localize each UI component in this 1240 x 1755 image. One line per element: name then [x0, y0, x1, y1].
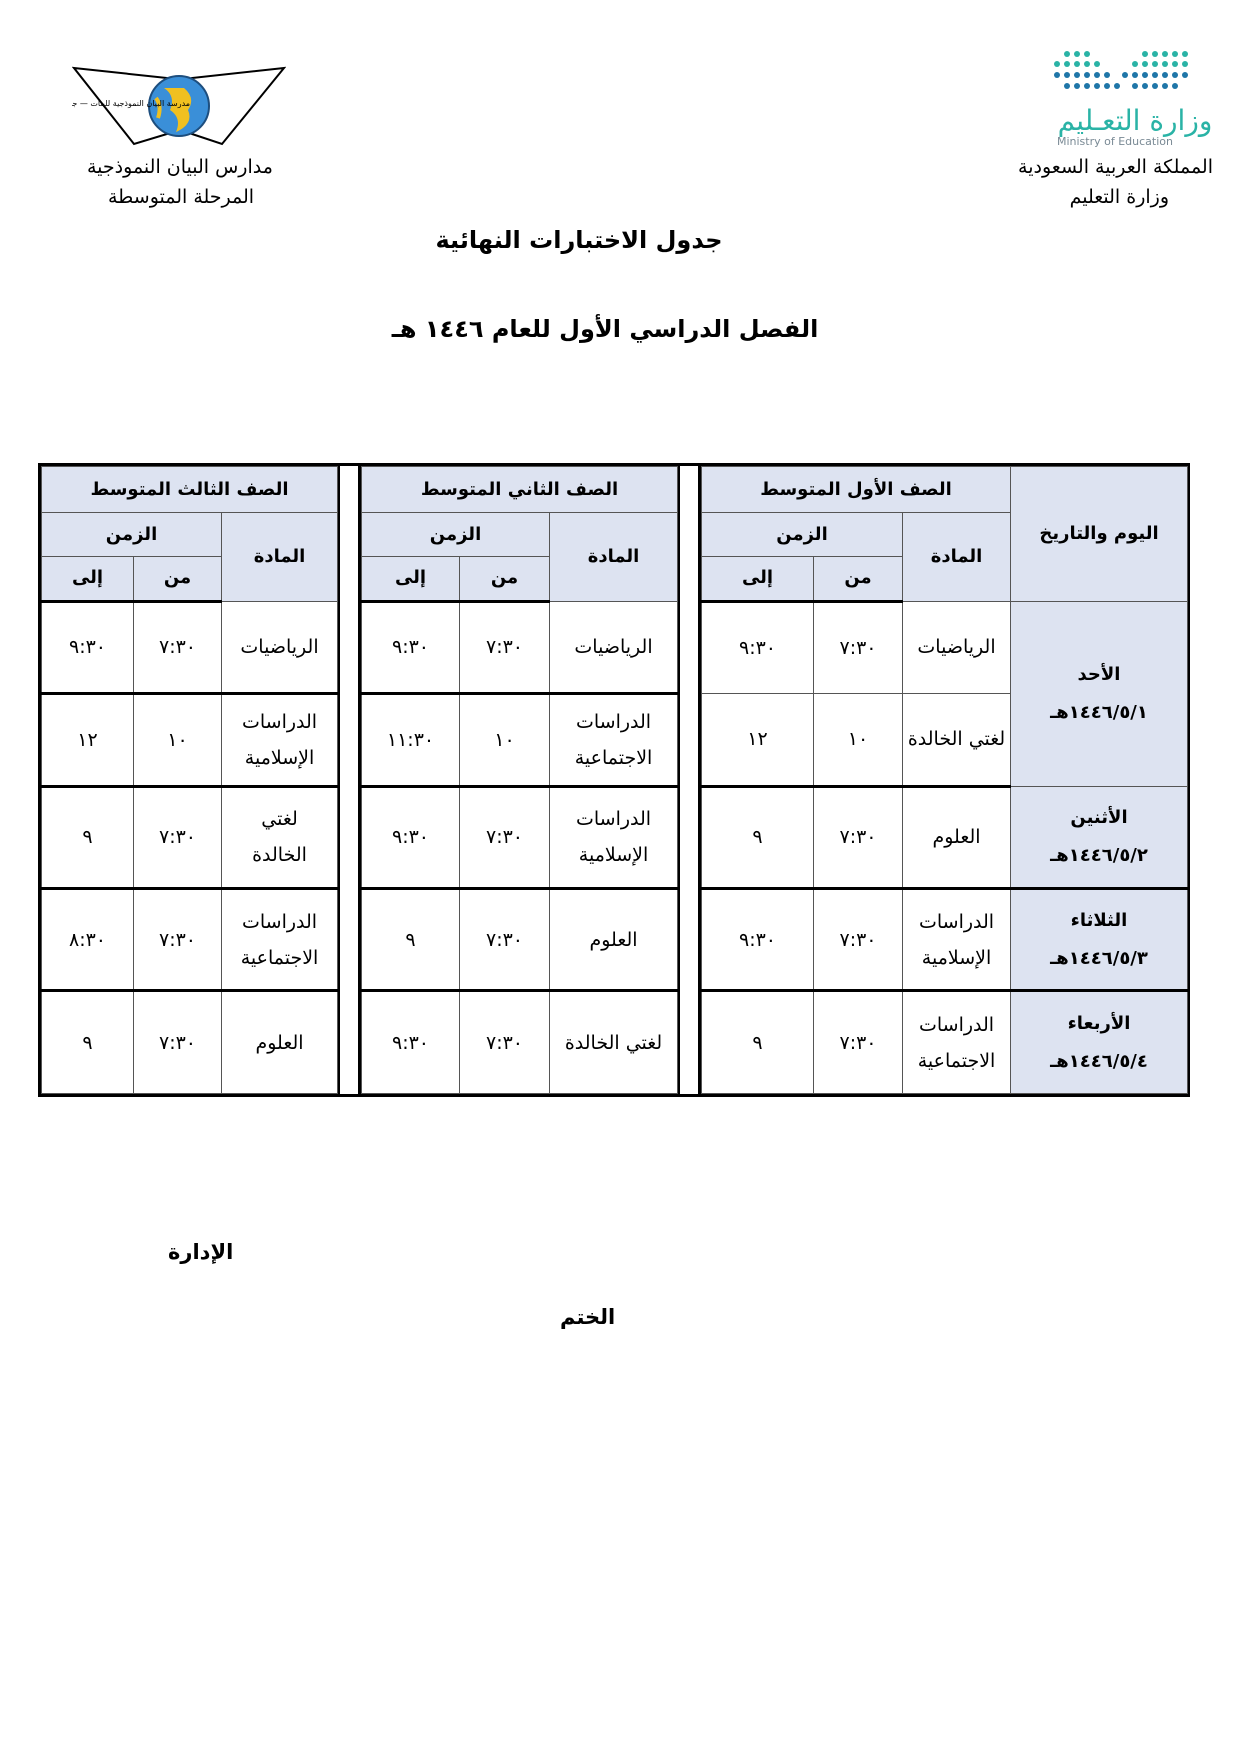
school-logo-icon [72, 66, 286, 150]
subject-cell: الرياضيات [222, 601, 338, 693]
schedule-grade1-block [698, 463, 1190, 1097]
schedule-table-grade2 [361, 466, 678, 1094]
subject-cell: العلوم [222, 991, 338, 1094]
to-cell: ٩ [702, 786, 814, 888]
from-cell: ١٠ [134, 694, 222, 786]
subject-cell: لغتي الخالدة [903, 694, 1011, 786]
seal-label: الختم [560, 1305, 616, 1329]
subject-line2: الإسلامية [921, 946, 992, 969]
subject-cell: لغتي الخالدة [550, 991, 678, 1094]
from-cell: ٧:٣٠ [460, 888, 550, 990]
subject-line1: الدراسات [241, 710, 318, 733]
day-name: الثلاثاء [1070, 909, 1128, 931]
school-stage: المرحلة المتوسطة [108, 186, 255, 208]
day-date: ١٤٤٦/٥/٣هـ [1050, 947, 1148, 969]
from-cell: ٧:٣٠ [814, 601, 903, 693]
from-cell: ٧:٣٠ [814, 888, 903, 990]
subject-cell: الرياضيات [550, 601, 678, 693]
to-cell: ١٢ [702, 694, 814, 786]
page-subtitle: الفصل الدراسي الأول للعام ١٤٤٦ هـ [391, 315, 819, 343]
to-header: إلى [362, 557, 460, 601]
from-cell: ٧:٣٠ [460, 601, 550, 693]
to-cell: ١١:٣٠ [362, 694, 460, 786]
from-cell: ٧:٣٠ [460, 991, 550, 1094]
day-date: ١٤٤٦/٥/٢هـ [1050, 844, 1148, 866]
schedule-table-grade1 [701, 466, 1188, 1094]
subject-cell: العلوم [903, 786, 1011, 888]
subject-line2: الإسلامية [578, 844, 649, 867]
from-header: من [134, 557, 222, 601]
subject-cell [222, 694, 338, 786]
day-cell [1011, 601, 1188, 786]
ministry-logo-icon [985, 48, 1215, 148]
day-cell [1011, 991, 1188, 1094]
subject-cell [550, 786, 678, 888]
subject-line2: الاجتماعية [574, 746, 653, 769]
subject-line1: الدراسات [918, 1013, 995, 1036]
from-cell: ٧:٣٠ [814, 786, 903, 888]
page-title: جدول الاختبارات النهائية [435, 226, 723, 254]
to-cell: ٩:٣٠ [362, 786, 460, 888]
to-cell: ٩ [362, 888, 460, 990]
to-cell: ٩ [702, 991, 814, 1094]
from-cell: ٧:٣٠ [134, 601, 222, 693]
subject-line1: الدراسات [918, 910, 995, 933]
day-date: ١٤٤٦/٥/٤هـ [1050, 1050, 1148, 1072]
day-name: الأحد [1077, 663, 1121, 685]
subject-cell [550, 694, 678, 786]
table-gutter [340, 463, 358, 1097]
from-cell: ٧:٣٠ [134, 786, 222, 888]
school-logo [72, 66, 286, 150]
admin-signature-label: الإدارة [168, 1240, 234, 1264]
from-header: من [460, 557, 550, 601]
subject-line2: الاجتماعية [917, 1049, 996, 1072]
from-cell: ١٠ [460, 694, 550, 786]
to-cell: ٩ [42, 991, 134, 1094]
subject-cell [222, 786, 338, 888]
school-name: مدارس البيان النموذجية [87, 156, 273, 178]
schedule-grade2-block [358, 463, 680, 1097]
school-logo-text: مدرسة البيان النموذجية للبنات — جدة [72, 99, 191, 108]
subject-cell [903, 991, 1011, 1094]
time-header: الزمن [702, 513, 903, 557]
from-cell: ١٠ [814, 694, 903, 786]
grade3-header: الصف الثالث المتوسط [42, 467, 338, 513]
day-name: الأثنين [1070, 806, 1128, 828]
to-cell: ٩ [42, 786, 134, 888]
subject-cell [222, 888, 338, 990]
kingdom-label: المملكة العربية السعودية [1018, 156, 1213, 178]
day-cell [1011, 888, 1188, 990]
to-cell: ٨:٣٠ [42, 888, 134, 990]
subject-line2: الاجتماعية [240, 946, 319, 969]
to-cell: ٩:٣٠ [702, 601, 814, 693]
ministry-logo-text: وزارة التعـليم [1057, 104, 1213, 137]
subject-line2: الخالدة [252, 844, 307, 867]
from-cell: ٧:٣٠ [460, 786, 550, 888]
subject-line1: الدراسات [575, 808, 652, 831]
ministry-logo [985, 48, 1215, 148]
subject-line1: لغتي [261, 808, 298, 831]
schedule-grade3-block [38, 463, 340, 1097]
to-cell: ٩:٣٠ [362, 601, 460, 693]
day-header: اليوم والتاريخ [1011, 467, 1188, 602]
from-cell: ٧:٣٠ [134, 991, 222, 1094]
day-date: ١٤٤٦/٥/١هـ [1050, 701, 1148, 723]
time-header: الزمن [42, 513, 222, 557]
to-cell: ٩:٣٠ [42, 601, 134, 693]
subject-cell: العلوم [550, 888, 678, 990]
from-cell: ٧:٣٠ [134, 888, 222, 990]
subject-cell: الرياضيات [903, 601, 1011, 693]
to-cell: ١٢ [42, 694, 134, 786]
grade2-header: الصف الثاني المتوسط [362, 467, 678, 513]
subject-line1: الدراسات [241, 910, 318, 933]
to-header: إلى [702, 557, 814, 601]
to-cell: ٩:٣٠ [362, 991, 460, 1094]
to-cell: ٩:٣٠ [702, 888, 814, 990]
grade1-header: الصف الأول المتوسط [702, 467, 1011, 513]
subject-cell [903, 888, 1011, 990]
subject-line2: الإسلامية [244, 746, 315, 769]
subject-header: المادة [903, 513, 1011, 601]
from-header: من [814, 557, 903, 601]
table-gutter [680, 463, 698, 1097]
to-header: إلى [42, 557, 134, 601]
ministry-label: وزارة التعليم [1069, 186, 1169, 208]
day-name: الأربعاء [1067, 1012, 1131, 1034]
ministry-logo-text-en: Ministry of Education [1056, 135, 1174, 148]
subject-header: المادة [550, 513, 678, 601]
subject-header: المادة [222, 513, 338, 601]
schedule-table-grade3 [41, 466, 338, 1094]
time-header: الزمن [362, 513, 550, 557]
day-cell [1011, 786, 1188, 888]
subject-line1: الدراسات [575, 710, 652, 733]
from-cell: ٧:٣٠ [814, 991, 903, 1094]
